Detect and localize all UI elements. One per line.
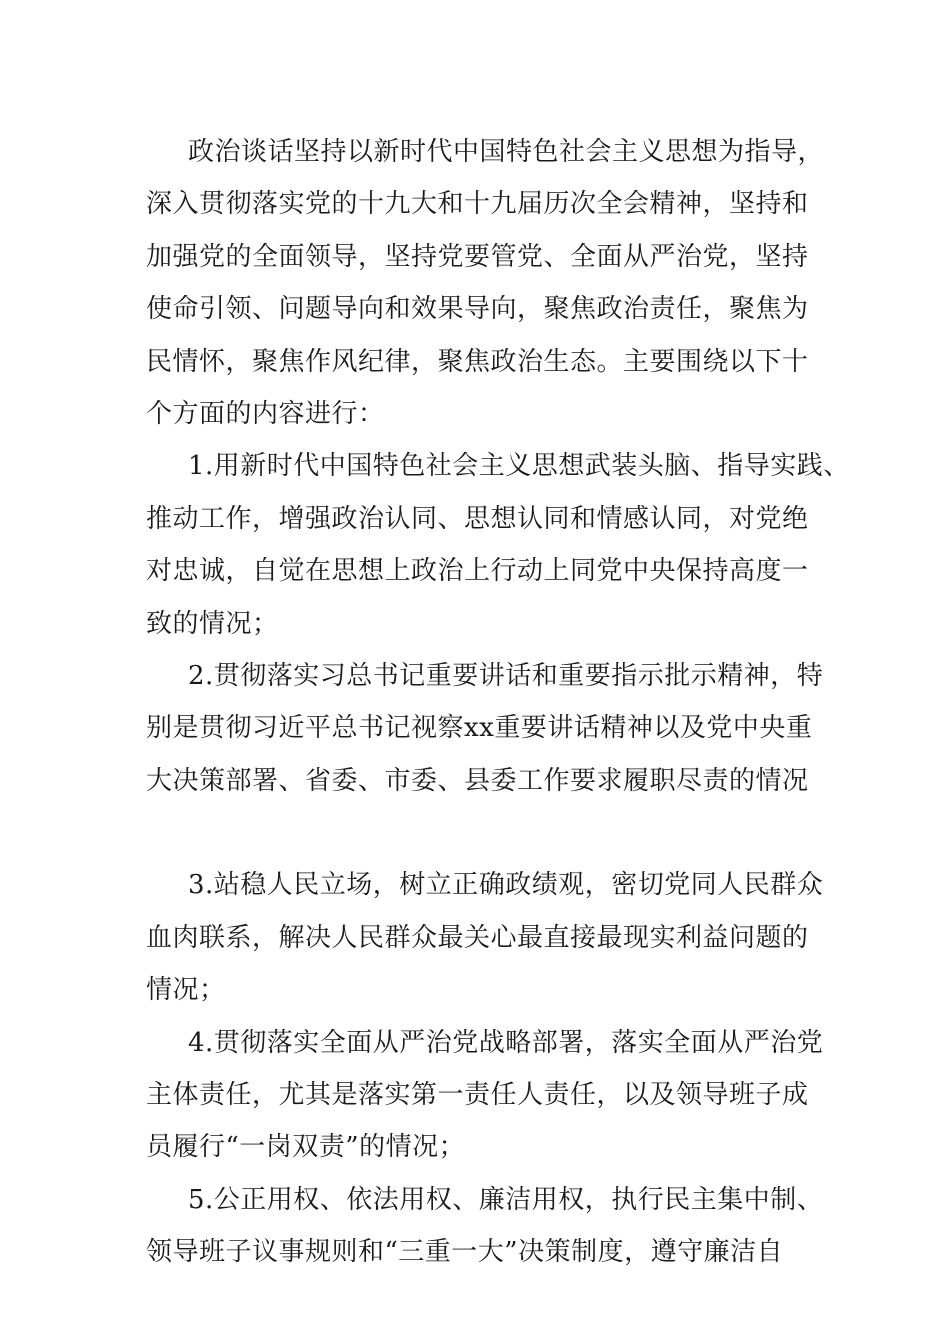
list-item-5-line: 5.公正用权、依法用权、廉洁用权，执行民主集中制、 (188, 1184, 824, 1215)
paragraph-line: 个方面的内容进行： (146, 398, 385, 429)
list-item-4-line: 主体责任，尤其是落实第一责任人责任，以及领导班子成 (146, 1080, 809, 1111)
paragraph-line: 加强党的全面领导，坚持党要管党、全面从严治党，坚持 (146, 241, 809, 272)
list-item-5-line: 领导班子议事规则和“三重一大”决策制度，遵守廉洁自 (146, 1237, 784, 1268)
list-item-1-line: 致的情况； (146, 608, 279, 639)
list-item-4-line: 4.贯彻落实全面从严治党战略部署，落实全面从严治党 (188, 1027, 824, 1058)
list-item-1-line: 1.用新时代中国特色社会主义思想武装头脑、指导实践、 (188, 451, 850, 482)
list-item-3-line: 情况； (146, 975, 226, 1006)
blank-line (146, 807, 846, 859)
list-item-1-line: 推动工作，增强政治认同、思想认同和情感认同，对党绝 (146, 503, 809, 534)
paragraph-line: 政治谈话坚持以新时代中国特色社会主义思想为指导， (188, 137, 825, 167)
paragraph-line: 深入贯彻落实党的十九大和十九届历次全会精神，坚持和 (146, 189, 809, 220)
list-item-2-line: 大决策部署、省委、市委、县委工作要求履职尽责的情况 (146, 765, 809, 796)
paragraph-line: 民情怀，聚焦作风纪律，聚焦政治生态。主要围绕以下十 (146, 346, 809, 377)
list-item-1-line: 对忠诚，自觉在思想上政治上行动上同党中央保持高度一 (146, 556, 809, 587)
list-item-4-line: 员履行“一岗双责”的情况； (146, 1132, 466, 1163)
list-item-3-line: 3.站稳人民立场，树立正确政绩观，密切党同人民群众 (188, 870, 824, 901)
list-item-2-line: 2.贯彻落实习总书记重要讲话和重要指示批示精神，特 (188, 660, 824, 691)
list-item-3-line: 血肉联系，解决人民群众最关心最直接最现实利益问题的 (146, 922, 809, 953)
paragraph-line: 使命引领、问题导向和效果导向，聚焦政治责任，聚焦为 (146, 294, 809, 325)
list-item-2-line: 别是贯彻习近平总书记视察xx重要讲话精神以及党中央重 (146, 713, 813, 744)
document-body (146, 126, 850, 1279)
